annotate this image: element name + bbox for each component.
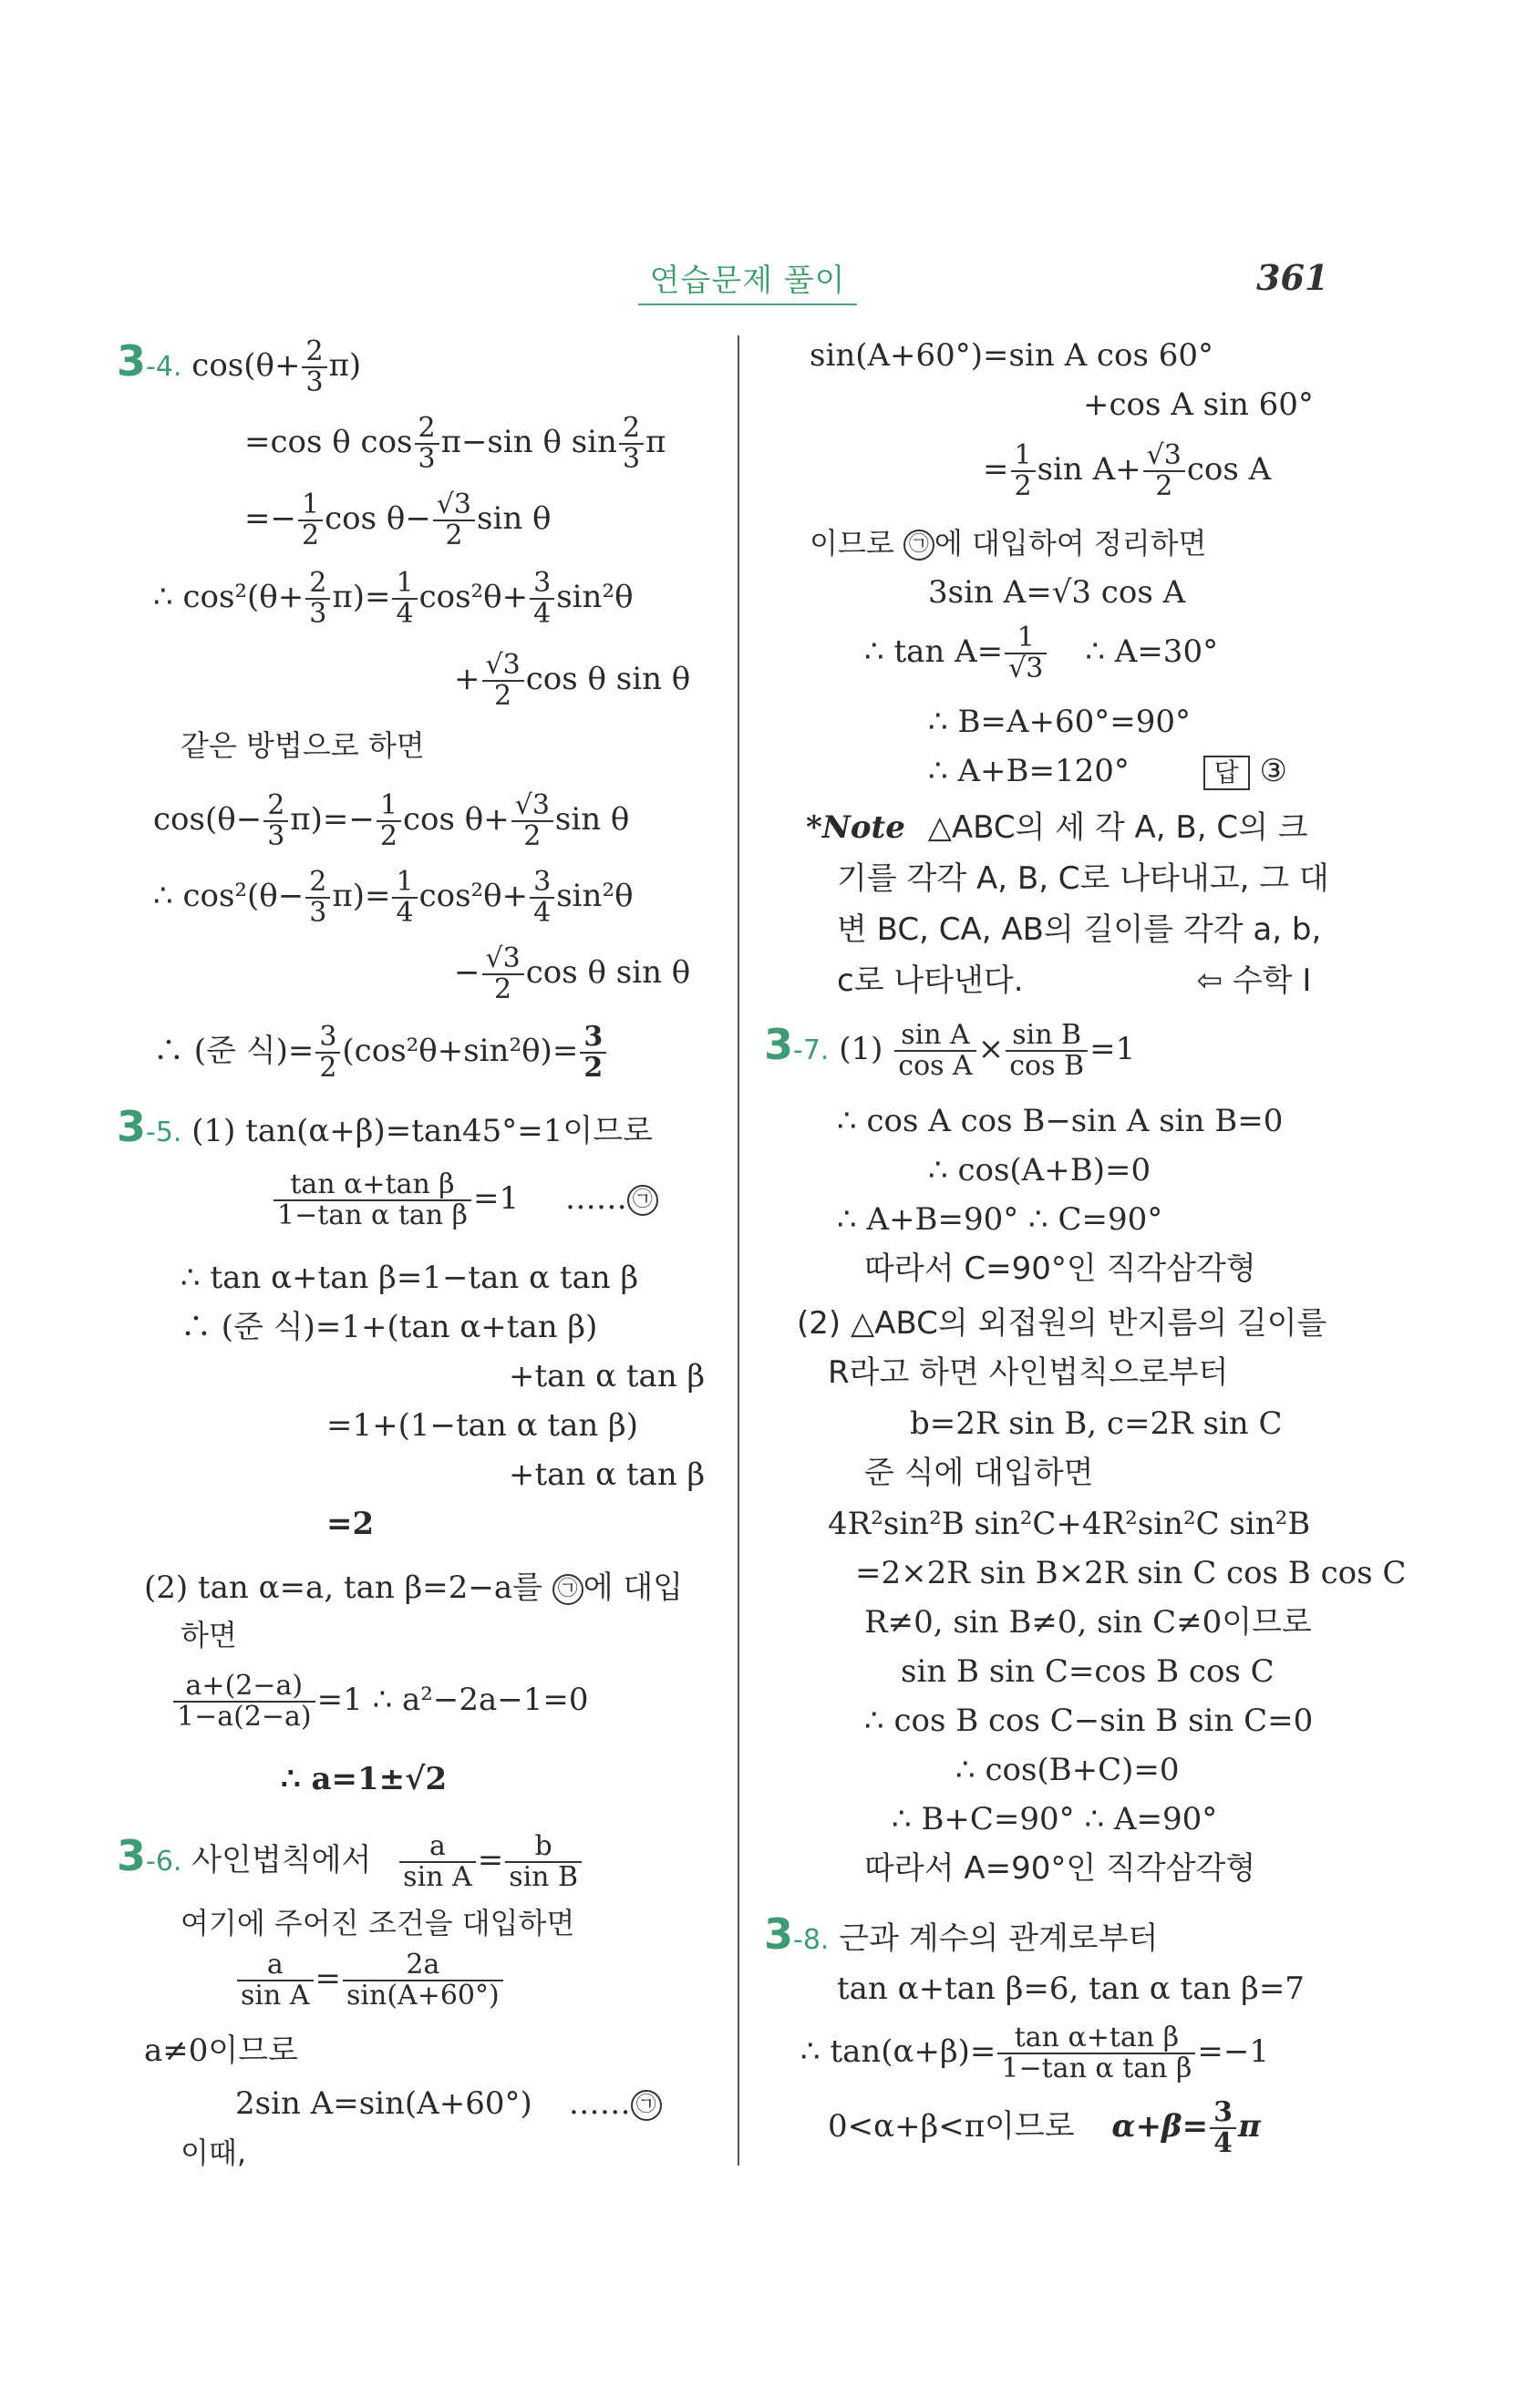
problem-3-4-line-9: − $\frac{√3}{2}$ cos θ sin θ <box>454 942 691 1005</box>
answer-number: ③ <box>1259 753 1288 789</box>
problem-3-7-line-9: 준 식에 대입하면 <box>864 1455 1094 1491</box>
note-line-2: 기를 각각 A, B, C로 나타내고, 그 대 <box>837 860 1329 897</box>
note-label: *Note <box>806 809 905 846</box>
problem-3-8-line-1: 3-8. 근과 계수의 관계로부터 <box>764 1909 1159 1959</box>
right-line-8: ∴ A+B=120° 답 ③ <box>928 753 1288 789</box>
problem-3-7-line-1: 3-7. (1) $\frac{\text{sin A}}{\text{cos A}}$ × $\frac{\text{sin B}}{\text{cos B}}$ =1 <box>764 1019 1136 1082</box>
problem-3-4-line-2: =cos θ cos $\frac{2}{3}$ π−sin θ sin $\frac{2}{3}$ π <box>244 412 666 475</box>
problem-3-4-line-10: ∴ (준 식)= $\frac{3}{2}$ (cos²θ+sin²θ)= $\frac{3}{2}$ <box>153 1023 608 1083</box>
answer-box: 답 <box>1203 756 1250 790</box>
problem-3-7-line-16: ∴ B+C=90° ∴ A=90° <box>892 1801 1218 1837</box>
problem-3-5-line-6: =1+(1−tan α tan β) <box>326 1407 638 1444</box>
problem-3-7-line-4: ∴ A+B=90° ∴ C=90° <box>837 1201 1163 1238</box>
problem-number: 3 <box>117 1102 147 1151</box>
running-title: 연습문제 풀이 <box>638 255 857 305</box>
problem-3-5-line-5: +tan α tan β <box>509 1358 706 1394</box>
problem-3-7-line-7: R라고 하면 사인법칙으로부터 <box>828 1354 1229 1391</box>
problem-sub: -4. <box>146 351 182 383</box>
problem-number: 3 <box>764 1909 794 1959</box>
problem-3-4-line-6: 같은 방법으로 하면 <box>181 728 425 763</box>
formula-text: π) <box>328 347 362 384</box>
problem-sub: -8. <box>793 1924 830 1956</box>
problem-number: 3 <box>117 336 147 386</box>
problem-3-4-line-1 <box>117 337 361 397</box>
problem-3-6-line-3: $\frac{a}{\text{sin A}}$ = $\frac{2a}{\sin(A+60^\circ)}$ <box>235 1950 505 2011</box>
problem-number: 3 <box>117 1831 147 1880</box>
problem-3-7-line-10: 4R²sin²B sin²C+4R²sin²C sin²B <box>828 1506 1311 1542</box>
problem-3-7-line-3: ∴ cos(A+B)=0 <box>928 1152 1151 1189</box>
problem-3-4-line-5: + $\frac{√3}{2}$ cos θ sin θ <box>454 649 691 712</box>
problem-3-6-line-2: 여기에 주어진 조건을 대입하면 <box>181 1906 575 1940</box>
right-line-7: ∴ B=A+60°=90° <box>928 704 1191 740</box>
problem-sub: -7. <box>793 1034 830 1066</box>
note-line-3: 변 BC, CA, AB의 길이를 각각 a, b, <box>837 911 1322 948</box>
problem-3-7-line-6: (2) △ABC의 외접원의 반지름의 길이를 <box>797 1305 1327 1342</box>
column-divider <box>738 335 739 2166</box>
problem-3-5-line-9: (2) tan α=a, tan β=2−a를 ㉠ 에 대입 <box>144 1569 684 1606</box>
right-line-1: sin(A+60°)=sin A cos 60° <box>810 337 1213 374</box>
problem-3-7-line-11: =2×2R sin B×2R sin C cos B cos C <box>855 1555 1407 1591</box>
problem-3-7-line-14: ∴ cos B cos C−sin B sin C=0 <box>864 1703 1314 1739</box>
problem-3-5-line-10: 하면 <box>181 1618 237 1652</box>
problem-3-5-line-4: ∴ (준 식)=1+(tan α+tan β) <box>181 1309 598 1345</box>
problem-3-8-line-2: tan α+tan β=6, tan α tan β=7 <box>837 1971 1305 2007</box>
problem-3-8-line-3: ∴ tan(α+β)= $\frac{\text{tan α+tan β}}{\text{1−tan α tan β}}$ =−1 <box>800 2022 1269 2084</box>
problem-3-5-line-11: $\frac{a+(2-a)}{1-a(2-a)}$ =1 ∴ a²−2a−1=0 <box>171 1672 589 1732</box>
problem-number: 3 <box>764 1020 794 1069</box>
problem-3-7-line-8: b=2R sin B, c=2R sin C <box>910 1405 1283 1442</box>
problem-3-5-line-1: 3-5. (1) tan(α+β)=tan45°=1이므로 <box>117 1102 653 1151</box>
problem-3-6-line-4: a≠0이므로 <box>144 2032 298 2069</box>
circle-mark: ㉠ <box>627 1185 658 1216</box>
fraction: $\frac{2}{3}$ <box>302 337 326 397</box>
problem-3-6-line-5: 2sin A=sin(A+60°) …… ㉠ <box>235 2085 662 2122</box>
problem-3-8-line-4: 0<α+β<π이므로 α+β= $\frac{3}{4}$ π <box>828 2096 1261 2159</box>
right-line-3: = $\frac{1}{2}$ sin A+ $\frac{√3}{2}$ cos A <box>983 439 1272 502</box>
problem-sub: -6. <box>146 1846 182 1878</box>
right-line-5: 3sin A=√3 cos A <box>928 574 1186 611</box>
problem-3-7-line-17: 따라서 A=90°인 직각삼각형 <box>864 1850 1256 1887</box>
right-line-4: 이므로 ㉠ 에 대입하여 정리하면 <box>810 526 1207 561</box>
problem-3-4-line-4: ∴ cos²(θ+ $\frac{2}{3}$ π)= $\frac{1}{4}$ cos²θ+ $\frac{3}{4}$ sin²θ <box>153 567 634 630</box>
problem-sub: -5. <box>146 1117 182 1148</box>
problem-3-6-line-6: 이때, <box>181 2135 246 2170</box>
problem-3-7-line-2: ∴ cos A cos B−sin A sin B=0 <box>837 1103 1284 1139</box>
note-line-4: c로 나타낸다. ⇦ 수학 I <box>837 962 1312 999</box>
problem-3-5-line-2: $\frac{\text{tan α+tan β}}{\text{1−tan α tan β}}$ =1 …… ㉠ <box>272 1170 658 1230</box>
problem-3-7-line-15: ∴ cos(B+C)=0 <box>955 1752 1180 1788</box>
problem-3-4-line-8: ∴ cos²(θ− $\frac{2}{3}$ π)= $\frac{1}{4}$ cos²θ+ $\frac{3}{4}$ sin²θ <box>153 866 634 929</box>
problem-3-7-line-5: 따라서 C=90°인 직각삼각형 <box>864 1250 1256 1287</box>
problem-3-5-line-7: +tan α tan β <box>509 1456 706 1493</box>
right-line-6: ∴ tan A= $\frac{1}{√3}$ ∴ A=30° <box>864 622 1219 684</box>
problem-3-5-line-12: ∴ a=1±√2 <box>281 1761 448 1797</box>
problem-3-4-line-7: cos(θ− $\frac{2}{3}$ π)=− $\frac{1}{2}$ cos θ+ $\frac{√3}{2}$ sin θ <box>153 789 630 852</box>
formula-text: cos(θ+ <box>191 347 301 384</box>
problem-3-5-line-8: =2 <box>326 1506 375 1542</box>
problem-3-5-line-3: ∴ tan α+tan β=1−tan α tan β <box>181 1260 639 1296</box>
problem-3-7-line-13: sin B sin C=cos B cos C <box>901 1653 1275 1690</box>
problem-3-4-line-3: =− $\frac{1}{2}$ cos θ− $\frac{√3}{2}$ sin θ <box>244 489 552 551</box>
problem-3-6-line-1: 3-6. 사인법칙에서 $\frac{a}{\text{sin A}}$ = $\frac{b}{\text{sin B}}$ <box>117 1832 583 1892</box>
note-line-1: *Note △ABC의 세 각 A, B, C의 크 <box>806 809 1308 846</box>
page-number: 361 <box>1256 257 1329 298</box>
problem-3-7-line-12: R≠0, sin B≠0, sin C≠0이므로 <box>864 1604 1312 1641</box>
right-line-2: +cos A sin 60° <box>1083 386 1314 423</box>
